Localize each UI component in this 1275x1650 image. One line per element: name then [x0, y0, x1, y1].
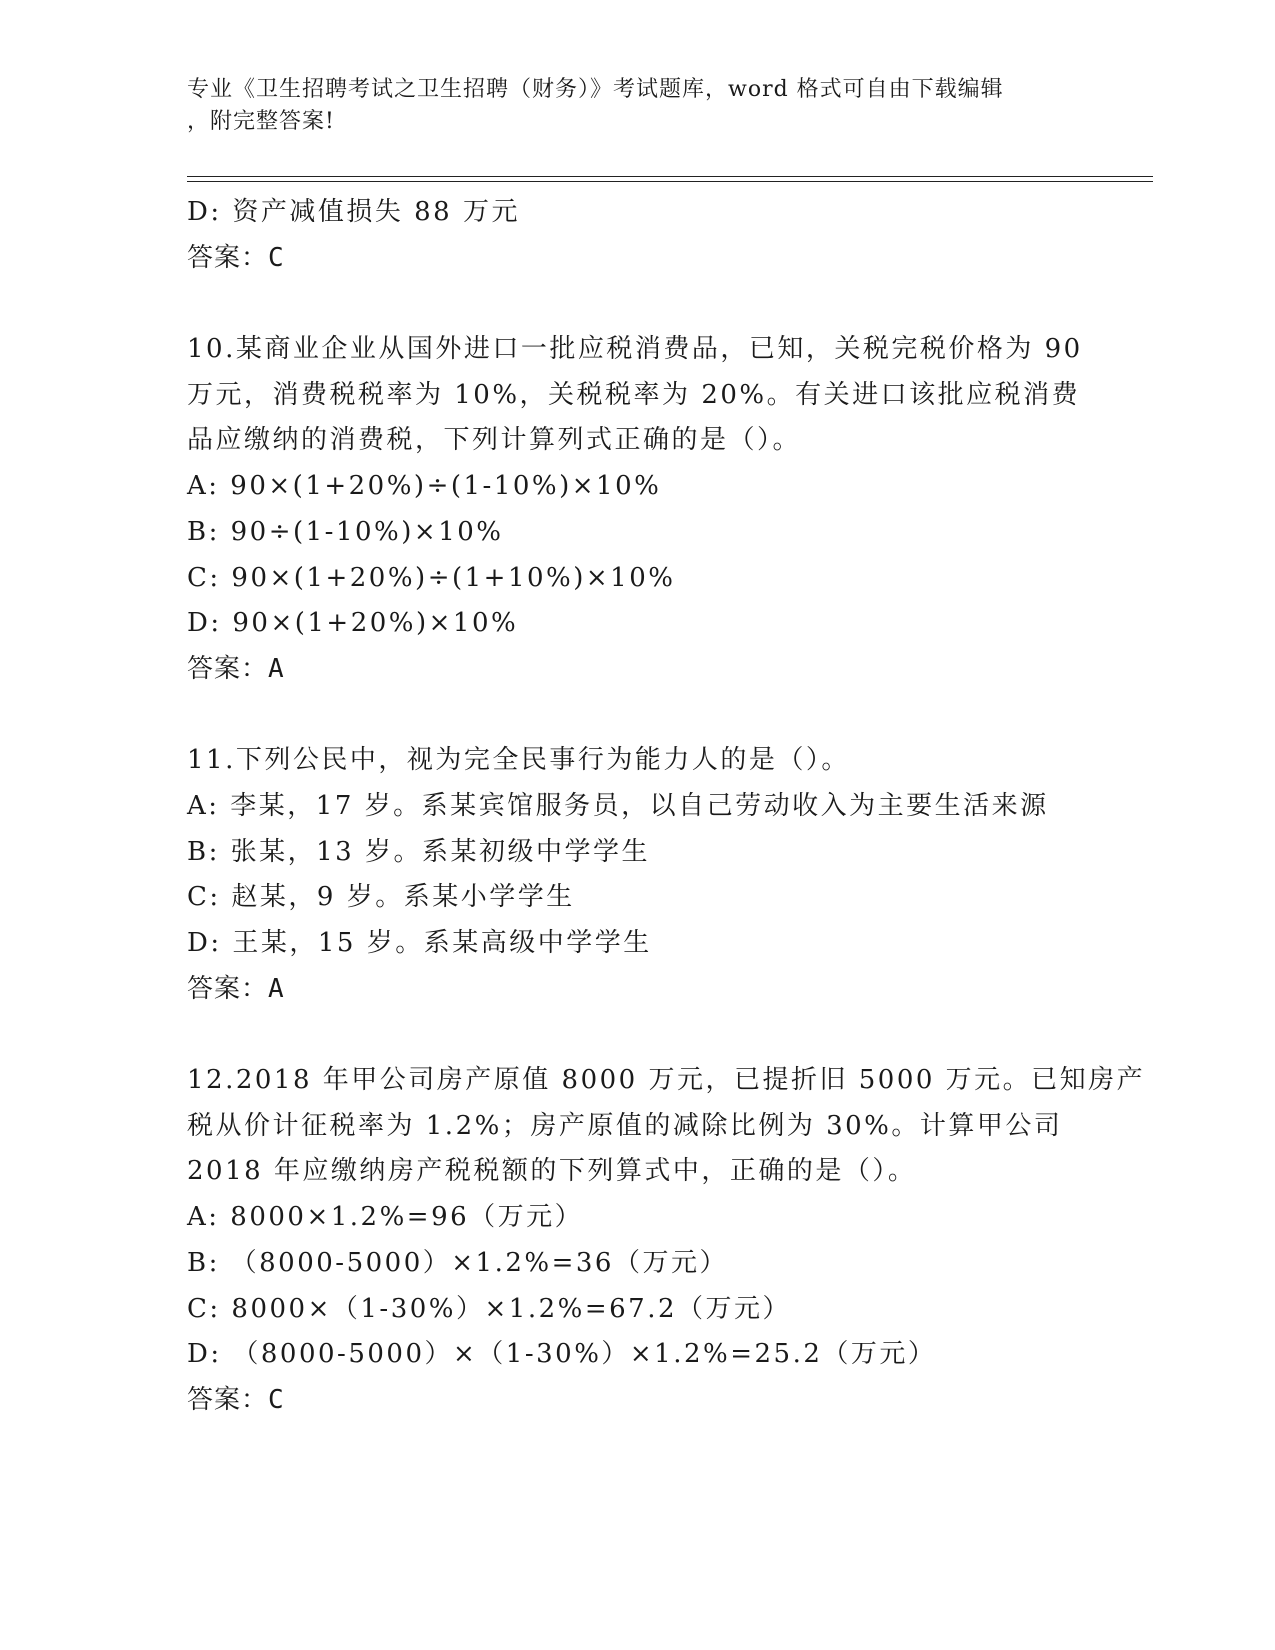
question-stem-line: 品应缴纳的消费税，下列计算列式正确的是（）。	[187, 425, 802, 456]
option-c: C: 8000×（1-30%）×1.2%=67.2（万元）	[187, 1293, 792, 1324]
header-title-line-continued: ，附完整答案!	[187, 109, 335, 134]
option-a: A: 90×(1+20%)÷(1-10%)×10%	[187, 471, 662, 502]
document-body	[187, 190, 1146, 1424]
question-11	[187, 738, 1087, 1012]
option-c: C: 赵某，9 岁。系某小学学生	[187, 882, 575, 913]
question-stem-line: 11.下列公民中，视为完全民事行为能力人的是（）。	[187, 745, 850, 776]
answer-line: 答案：C	[187, 242, 285, 273]
spacer	[187, 1012, 1087, 1058]
option-d: D: （8000-5000）×（1-30%）×1.2%=25.2（万元）	[187, 1339, 937, 1370]
answer-line: 答案：A	[187, 653, 285, 684]
question-stem-line: 10.某商业企业从国外进口一批应税消费品，已知，关税完税价格为 90	[187, 334, 1083, 365]
option-a: A: 8000×1.2%=96（万元）	[187, 1202, 584, 1233]
spacer	[187, 693, 1087, 739]
question-stem-line: 税从价计征税率为 1.2%；房产原值的减除比例为 30%。计算甲公司	[187, 1110, 1063, 1141]
option-c: C: 90×(1+20%)÷(1+10%)×10%	[187, 562, 676, 593]
option-b: B: 90÷(1-10%)×10%	[187, 516, 504, 547]
header-divider-double	[187, 181, 1153, 182]
answer-line: 答案：A	[187, 973, 285, 1004]
option-d: D: 90×(1+20%)×10%	[187, 608, 519, 639]
option-a: A: 李某，17 岁。系某宾馆服务员，以自己劳动收入为主要生活来源	[187, 790, 1049, 821]
question-stem-line: 2018 年应缴纳房产税税额的下列算式中，正确的是（）。	[187, 1156, 917, 1187]
option-d: D: 王某，15 岁。系某高级中学学生	[187, 928, 652, 958]
option-b: B: （8000-5000）×1.2%=36（万元）	[187, 1247, 728, 1278]
question-stem-line: 12.2018 年甲公司房产原值 8000 万元，已提折旧 5000 万元。已知房产	[187, 1065, 1146, 1096]
header-divider	[187, 176, 1153, 177]
option-b: B: 张某，13 岁。系某初级中学学生	[187, 836, 650, 867]
document-header	[187, 74, 1087, 138]
option-d: D: 资产减值损失 88 万元	[187, 197, 520, 227]
spacer	[187, 281, 1087, 327]
header-title-line: 专业《卫生招聘考试之卫生招聘（财务）》考试题库，word 格式可自由下载编辑	[187, 77, 1004, 102]
question-12	[187, 1058, 1146, 1424]
question-stem-line: 万元，消费税税率为 10%，关税税率为 20%。有关进口该批应税消费	[187, 379, 1081, 410]
question-10	[187, 327, 1087, 693]
answer-line: 答案：C	[187, 1384, 285, 1415]
